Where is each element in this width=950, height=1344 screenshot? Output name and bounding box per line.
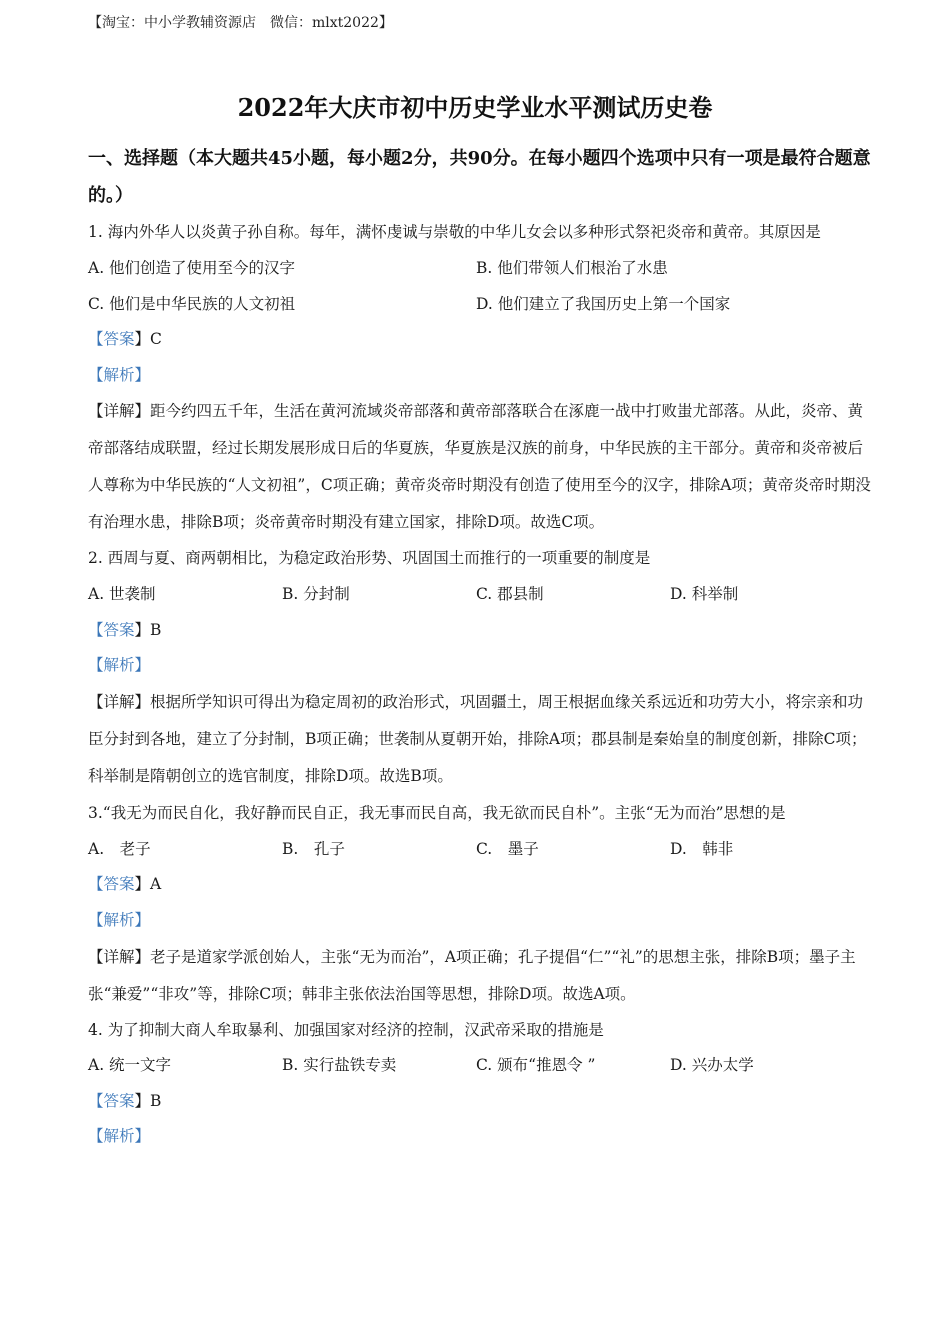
option-b: B. 孔子 — [282, 839, 345, 858]
option-a: A. 统一文字 — [88, 1056, 172, 1075]
detail-label: 【详解】 — [88, 402, 151, 421]
detail-paragraph — [88, 684, 878, 795]
option-c: C. 郡县制 — [476, 584, 544, 603]
detail-label: 【详解】 — [88, 947, 151, 966]
answer-line — [88, 1084, 878, 1120]
answer-line — [88, 322, 878, 358]
question-1 — [88, 214, 878, 541]
answer-value: B — [150, 620, 162, 639]
question-4 — [88, 1013, 878, 1155]
option-a: A. 老子 — [88, 839, 151, 858]
question-stem: 2. 西周与夏、商两朝相比，为稳定政治形势、巩固国土而推行的一项重要的制度是 — [88, 549, 651, 568]
option-d: D. 他们建立了我国历史上第一个国家 — [476, 294, 731, 313]
analysis-label: 【解析】 — [88, 656, 151, 675]
detail-text: 老子是道家学派创始人，主张“无为而治”，A项正确；孔子提倡“仁”“礼”的思想主张，排除B项；墨子主张“兼爱”“非攻”等，排除C项；韩非主张依法治国等思想，排除D项。故选A项。 — [88, 947, 856, 1003]
question-stem: 1. 海内外华人以炎黄子孙自称。每年，满怀虔诚与崇敬的中华儿女会以多种形式祭祀炎帝和黄帝。其原因是 — [88, 223, 821, 241]
analysis-label: 【解析】 — [88, 910, 151, 929]
question-2 — [88, 541, 878, 794]
option-c: C. 颁布“推恩令 ” — [476, 1056, 596, 1075]
answer-value: A — [150, 875, 162, 894]
answer-label-open: 【 — [88, 330, 104, 349]
answer-label-close: 】 — [134, 620, 151, 639]
option-row — [88, 287, 878, 323]
option-row — [88, 1048, 878, 1084]
answer-line — [88, 613, 878, 649]
detail-text: 根据所学知识可得出为稳定周初的政治形式，巩固疆土，周王根据血缘关系远近和功劳大小，将宗亲和功臣分封到各地，建立了分封制，B项正确；世袭制从夏朝开始，排除A项；郡县制是秦始皇的制度创新，排除C项；科举制是隋朝创立的选官制度，排除D项。故选B项。 — [88, 692, 867, 785]
analysis-label: 【解析】 — [88, 1127, 151, 1146]
answer-label: 答案 — [103, 330, 135, 349]
option-b: B. 实行盐铁专卖 — [282, 1056, 397, 1075]
answer-label-open: 【 — [88, 620, 104, 639]
answer-label: 答案 — [103, 875, 135, 894]
answer-label-open: 【 — [88, 875, 104, 894]
answer-label: 答案 — [103, 1091, 135, 1110]
question-3 — [88, 795, 878, 1013]
analysis-label: 【解析】 — [88, 365, 151, 384]
answer-label: 答案 — [103, 620, 135, 639]
option-row — [88, 251, 878, 287]
document-title: 2022年大庆市初中历史学业水平测试历史卷 — [237, 93, 713, 122]
document-body — [88, 140, 878, 1155]
option-c: C. 他们是中华民族的人文初祖 — [88, 294, 296, 313]
answer-line — [88, 867, 878, 903]
option-d: D. 韩非 — [670, 839, 734, 858]
answer-label-close: 】 — [134, 1091, 151, 1110]
option-row — [88, 577, 878, 613]
answer-value: C — [150, 330, 162, 349]
detail-paragraph — [88, 393, 878, 541]
answer-value: B — [150, 1091, 162, 1110]
option-row — [88, 832, 878, 868]
option-d: D. 兴办太学 — [670, 1056, 754, 1075]
answer-label-close: 】 — [134, 875, 151, 894]
question-stem: 4. 为了抑制大商人牟取暴利、加强国家对经济的控制，汉武帝采取的措施是 — [88, 1020, 604, 1039]
section-title: 一、选择题（本大题共45小题，每小题2分，共90分。在每小题四个选项中只有一项是最符合题意的。） — [88, 148, 871, 206]
question-stem: 3.“我无为而民自化，我好静而民自正，我无事而民自高，我无欲而民自朴”。主张“无为而治”思想的是 — [88, 803, 786, 822]
option-b: B. 他们带领人们根治了水患 — [476, 259, 668, 277]
option-d: D. 科举制 — [670, 584, 739, 603]
detail-text: 距今约四五千年，生活在黄河流域炎帝部落和黄帝部落联合在涿鹿一战中打败蚩尤部落。从此，炎帝、黄帝部落结成联盟，经过长期发展形成日后的华夏族，华夏族是汉族的前身，中华民族的主干部分。黄帝和炎帝被后人尊称为中华民族的“人文初祖”，C项正确；黄帝炎帝时期没有创造了使用至今的汉字，排除A项；黄帝炎帝时期没有治理水患，排除B项；炎帝黄帝时期没有建立国家，排除D项。故选C项。 — [88, 402, 871, 532]
page-header: 【淘宝：中小学教辅资源店 微信：mlxt2022】 — [88, 15, 393, 31]
detail-label: 【详解】 — [88, 692, 151, 711]
answer-label-open: 【 — [88, 1091, 104, 1110]
detail-paragraph — [88, 939, 878, 1013]
option-a: A. 世袭制 — [88, 584, 156, 603]
option-c: C. 墨子 — [476, 839, 539, 858]
option-b: B. 分封制 — [282, 584, 350, 603]
option-a: A. 他们创造了使用至今的汉字 — [88, 259, 296, 277]
answer-label-close: 】 — [134, 330, 151, 349]
